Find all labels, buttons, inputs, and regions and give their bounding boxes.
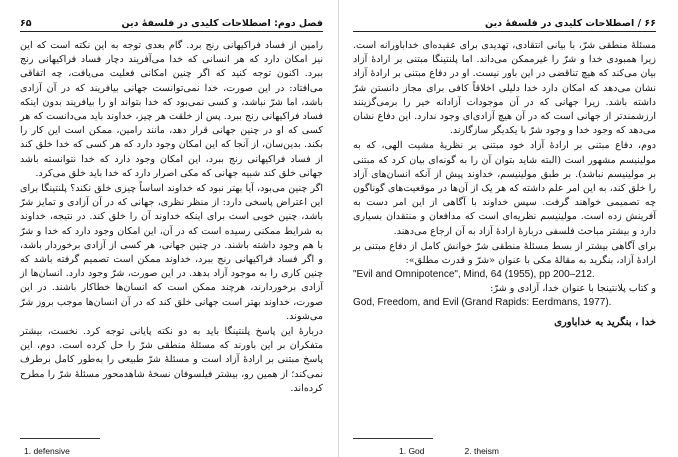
right-header-page-number: ۶۶ bbox=[644, 18, 656, 29]
entry-heading-god: خدا ، بنگرید به خداباوری bbox=[554, 317, 656, 329]
right-paragraph-3: برای آگاهی بیشتر از بسط مسئلهٔ منطقی شرّ خوانش کامل از دفاع مبتنی بر ارادهٔ آزاد، بنگرید به مقالهٔ مکی با عنوان «شرّ و قدرت مطلق»: bbox=[353, 240, 656, 267]
right-header-page-and-title: ۶۶ / اصطلاحات کلیدی در فلسفهٔ دین bbox=[485, 18, 656, 29]
right-paragraph-1: مسئلهٔ منطقی شرّ، با بیانی انتقادی، تهدیدی برای عقیده‌ای خداباورانه است. زیرا همبودی خدا و شرّ را غیرممکن می‌داند. اما پلنتینگا مبتنی بر ارادهٔ آزاد بیان می‌کند که هیچ تناقضی در این باور نیست. او در دفاع مبتنی بر ارادهٔ آزاد نشان می‌دهد که امکان دارد خدا دلیلی اخلاقاً کافی برای مجاز دانستن شرّ داشته باشد. زیرا جهانی که در آن موجودات آزادانه خیر را برمی‌گزینند ارزشمندتر از جهانی است که در آن هیچ آزادی‌ای وجود ندارد. این دفاع نشان می‌دهد که وجود خدا و وجود شرّ با یکدیگر سازگارند. bbox=[353, 40, 656, 137]
left-footnote-1: 1. defensive bbox=[24, 446, 70, 456]
citation-plantinga: God, Freedom, and Evil (Grand Rapids: Eerdmans, 1977). bbox=[353, 297, 612, 309]
left-footnotes bbox=[24, 446, 70, 456]
right-header-title: اصطلاحات کلیدی در فلسفهٔ دین bbox=[485, 18, 635, 29]
right-paragraph-2: دوم، دفاع مبتنی بر ارادهٔ آزاد خود مبتنی بر نظریهٔ مشیت الهی، که به مولینیسم مشهور است (البته شاید بتوان آن را به گونه‌ای بیان کرد که مبتنی بر مولینیسم نباشد). بر طبق مولینیسم، خداوند پیش از آنکه انسان‌های آزاد را خلق کند، به این امر علم داشته که هر یک از آن‌ها در موقعیت‌های گوناگون چه تصمیمی خواهند گرفت. سپس خداوند با آگاهی از این امر دست به آفرینش زده است. مولینیسم نظریه‌ای است که مدافعان و منتقدان بسیاری دارد و بیشتر مباحث فلسفی دربارهٔ ارادهٔ آزاد به آن ارجاع می‌دهند. bbox=[353, 140, 656, 237]
citation-intro: و کتاب پلانتینجا با عنوان خدا، آزادی و شرّ: bbox=[490, 283, 656, 295]
right-footnote-1: 1. God bbox=[399, 446, 425, 456]
left-footnote-rule bbox=[20, 438, 100, 439]
right-footnote-2: 2. theism bbox=[464, 446, 500, 456]
left-paragraph-1: رامین از فساد فراکیهانی رنج برد. گام بعدی توجه به این نکته است که این نیز امکان دارد که هر انسانی که خدا می‌آفریند دچار فساد فراکیهانی رنج ببرد. اکنون توجه کنید که اگر چنین امکانی فعلیت می‌یافت، چه اتفاقی می‌افتاد: در این صورت، خدا نمی‌توانست جهانی بیافریند که در آن آزادی باشد، اما شرّ نباشد، و کسی نمی‌بود که خدا بتواند او را بیافریند بدون اینکه فساد فراکیهانی رنج ببرد. پس از خلقت هر چیز، خداوند باید می‌دانست که هر کسی که او در چنین جهانی قرار دهد، مانند رامین، ممکن است این کار را بکند. بدین‌سان، از آنجا که این امکان وجود دارد که هر کسی که خدا خلق کند از فساد فراکیهانی رنج ببرد، این امکان وجود دارد که خدا نتوانسته باشد جهانی خلق کند شبیه جهانی که مکی اصرار دارد که خدا باید خلق می‌کرد. bbox=[20, 40, 323, 179]
right-page-header bbox=[353, 18, 656, 32]
left-paragraph-2: اگر چنین می‌بود، آیا بهتر نبود که خداوند اساساً چیزی خلق نکند؟ پلنتینگا برای این اعتراض پاسخی دارد: از منظر نظری، جهانی که در آن آزادی و تمایز شرّ باشد، چنین خوبی است برای اینکه خداوند آن را خلق کند. در نتیجه، خداوند به شرایط ممکنی رسیده است که در آن، این امکان وجود دارد که خدا و شرّ با هم وجود داشته باشند. در چنین جهانی، هر کسی از آزادی برخوردار باشد، و اگر فساد فراکیهانی رنج ببرد، خداوند ممکن است تصمیم گرفته باشد که چنین کاری را به موجود آزاد بدهد. در این صورت، شرّ وجود دارد. انسان‌ها از آزادی برخوردارند، هرچند ممکن است که انسان‌ها خطاکار باشند. در این صورت، خداوند بهتر است جهانی خلق کند که در آن انسان‌ها موجب بروز شرّ می‌شوند. bbox=[20, 183, 323, 322]
right-footnotes bbox=[399, 446, 499, 456]
left-header-title: فصل دوم: اصطلاحات کلیدی در فلسفهٔ دین bbox=[121, 18, 323, 29]
left-page-header bbox=[20, 18, 323, 32]
citation-mackie: "Evil and Omnipotence", Mind, 64 (1955), pp 200–212. bbox=[353, 269, 595, 281]
right-page bbox=[339, 0, 678, 457]
left-paragraph-3: دربارهٔ این پاسخ پلنتینگا باید به دو نکته پایانی توجه کرد. نخست، بیشتر متفکران بر این باورند که مسئلهٔ منطقی شرّ را حل کرده است. دوم، این پاسخ مبتنی بر ارادهٔ آزاد است و مسئلهٔ شرّ طبیعی را به‌طور کامل برطرف نمی‌کند؛ از همین رو، بیشتر فیلسوفان نسخهٔ شاهدمحور مسئلهٔ شرّ را مطرح کرده‌اند. bbox=[20, 326, 323, 394]
right-footnote-rule bbox=[353, 438, 433, 439]
left-header-page-number: ۶۵ bbox=[20, 18, 32, 29]
